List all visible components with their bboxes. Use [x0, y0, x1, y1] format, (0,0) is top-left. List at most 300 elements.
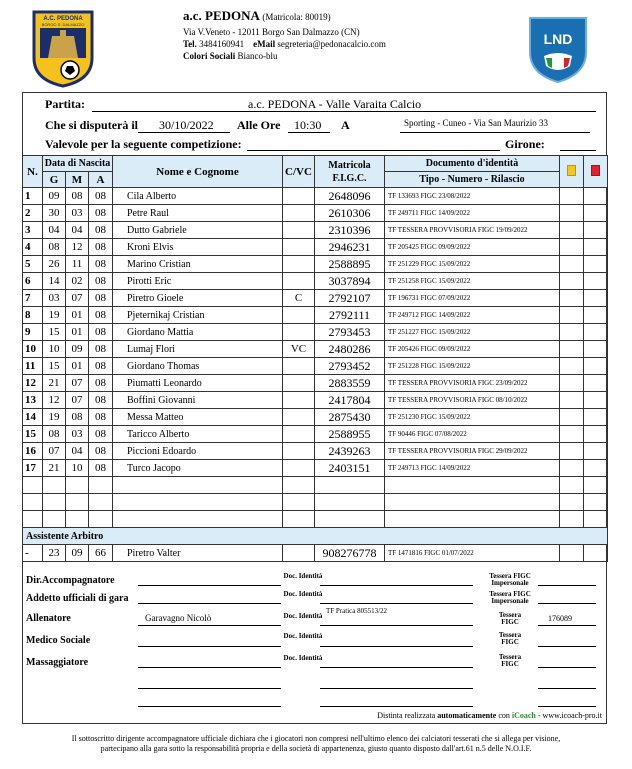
- player-m: 07: [66, 375, 89, 392]
- player-n: 9: [23, 324, 43, 341]
- player-a: 08: [89, 239, 113, 256]
- player-row: [23, 375, 608, 392]
- massaggiatore-label: Massaggiatore: [26, 657, 89, 668]
- allenatore-name-line: [138, 625, 281, 626]
- player-doc: TF 133693 FIGC 23/08/2022: [385, 188, 560, 205]
- player-doc: TF 90446 FIGC 07/08/2022: [385, 426, 560, 443]
- empty-row: [23, 511, 608, 528]
- player-yellow: [560, 324, 584, 341]
- player-cvc: [283, 239, 315, 256]
- place-line: [400, 132, 590, 133]
- player-matricola: 3037894: [315, 273, 385, 290]
- player-n: 10: [23, 341, 43, 358]
- player-name: Turco Jacopo: [113, 460, 283, 477]
- player-g: 14: [43, 273, 66, 290]
- player-g: 19: [43, 409, 66, 426]
- empty-cell: [23, 477, 43, 494]
- player-a: 08: [89, 460, 113, 477]
- allenatore-name: Garavagno Nicolò: [145, 613, 212, 623]
- empty-rows: [23, 477, 608, 528]
- yellow-card-icon: [567, 165, 576, 176]
- player-red: [584, 205, 608, 222]
- date-value: 30/10/2022: [159, 118, 214, 132]
- assistant-cvc: [283, 545, 315, 562]
- massaggiatore-doc-line: [320, 667, 473, 668]
- club-email: segreteria@pedonacalcio.com: [277, 39, 386, 49]
- header-doc-sub: Tipo - Numero - Rilascio: [385, 172, 560, 188]
- svg-text:LND: LND: [543, 31, 573, 47]
- empty-cell: [315, 494, 385, 511]
- player-yellow: [560, 409, 584, 426]
- player-cvc: [283, 443, 315, 460]
- girone-line: [560, 150, 596, 151]
- player-red: [584, 358, 608, 375]
- player-g: 07: [43, 443, 66, 460]
- empty-cell: [66, 477, 89, 494]
- player-yellow: [560, 460, 584, 477]
- player-yellow: [560, 443, 584, 460]
- dir-label: Dir.Accompagnatore: [26, 575, 115, 586]
- dir-name-line: [138, 585, 281, 586]
- credit-prefix: Distinta realizzata: [377, 711, 436, 720]
- allenatore-tess: 176089: [548, 614, 572, 623]
- player-rows: [23, 188, 608, 477]
- partita-value: a.c. PEDONA - Valle Varaita Calcio: [248, 97, 422, 111]
- player-g: 12: [43, 392, 66, 409]
- player-cvc: [283, 188, 315, 205]
- player-cvc: C: [283, 290, 315, 307]
- header-birth: Data di Nascita: [43, 156, 113, 172]
- player-doc: TF 249712 FIGC 14/09/2022: [385, 307, 560, 324]
- player-doc: TF TESSERA PROVVISORIA FIGC 08/10/2022: [385, 392, 560, 409]
- empty-cell: [283, 494, 315, 511]
- empty-cell: [560, 511, 584, 528]
- player-m: 07: [66, 290, 89, 307]
- player-n: 3: [23, 222, 43, 239]
- player-yellow: [560, 392, 584, 409]
- player-doc: TF TESSERA PROVVISORIA FIGC 19/09/2022: [385, 222, 560, 239]
- player-matricola: 2793452: [315, 358, 385, 375]
- player-g: 26: [43, 256, 66, 273]
- player-g: 21: [43, 375, 66, 392]
- time-label: Alle Ore: [237, 118, 281, 132]
- player-g: 04: [43, 222, 66, 239]
- player-a: 08: [89, 409, 113, 426]
- player-name: Pjeternikaj Cristian: [113, 307, 283, 324]
- player-yellow: [560, 188, 584, 205]
- credit-url: - www.icoach-pro.it: [537, 711, 602, 720]
- player-doc: TF 251227 FIGC 15/09/2022: [385, 324, 560, 341]
- player-cvc: [283, 222, 315, 239]
- girone-label: Girone:: [505, 137, 545, 151]
- allenatore-doc-line: [320, 625, 473, 626]
- header-yellow: [560, 156, 584, 188]
- extra-line-1b: [320, 688, 473, 689]
- svg-text:A.C. PEDONA: A.C. PEDONA: [43, 16, 83, 22]
- player-row: [23, 290, 608, 307]
- addetto-tess-label: Tessera FIGC Impersonale: [489, 590, 531, 605]
- player-red: [584, 222, 608, 239]
- header-m: M: [66, 172, 89, 188]
- player-matricola: 2588895: [315, 256, 385, 273]
- player-red: [584, 443, 608, 460]
- player-yellow: [560, 239, 584, 256]
- player-g: 08: [43, 239, 66, 256]
- massaggiatore-doc-label: Doc. Identità: [283, 654, 323, 662]
- player-cvc: [283, 409, 315, 426]
- assistant-a: 66: [89, 545, 113, 562]
- empty-cell: [113, 494, 283, 511]
- player-g: 15: [43, 358, 66, 375]
- player-g: 15: [43, 324, 66, 341]
- addetto-name-line: [138, 603, 281, 604]
- player-row: [23, 205, 608, 222]
- player-yellow: [560, 358, 584, 375]
- player-name: Kroni Elvis: [113, 239, 283, 256]
- player-cvc: [283, 256, 315, 273]
- empty-cell: [66, 511, 89, 528]
- player-doc: TF 251230 FIGC 15/09/2022: [385, 409, 560, 426]
- player-a: 08: [89, 358, 113, 375]
- player-m: 03: [66, 205, 89, 222]
- allenatore-doc-label: Doc. Identità: [283, 612, 323, 620]
- distinta-credit: [300, 711, 602, 720]
- player-m: 11: [66, 256, 89, 273]
- player-cvc: [283, 205, 315, 222]
- player-row: [23, 239, 608, 256]
- player-name: Petre Raul: [113, 205, 283, 222]
- assistant-matricola: 908276778: [315, 545, 385, 562]
- player-name: Piccioni Edoardo: [113, 443, 283, 460]
- player-a: 08: [89, 273, 113, 290]
- player-a: 08: [89, 341, 113, 358]
- player-row: [23, 222, 608, 239]
- empty-cell: [560, 477, 584, 494]
- player-n: 15: [23, 426, 43, 443]
- empty-cell: [89, 477, 113, 494]
- player-name: Boffini Giovanni: [113, 392, 283, 409]
- player-m: 12: [66, 239, 89, 256]
- allenatore-tess-label: Tessera FIGC: [498, 611, 522, 626]
- header-matricola: Matricola F.I.G.C.: [315, 156, 385, 188]
- extra-line-1a: [138, 688, 281, 689]
- medico-tess-line: [538, 646, 596, 647]
- empty-cell: [584, 477, 608, 494]
- addetto-doc-label: Doc. Identità: [283, 590, 323, 598]
- player-matricola: 2439263: [315, 443, 385, 460]
- player-a: 08: [89, 307, 113, 324]
- player-cvc: [283, 426, 315, 443]
- medico-doc-line: [320, 646, 473, 647]
- player-cvc: [283, 307, 315, 324]
- player-name: Giordano Thomas: [113, 358, 283, 375]
- player-g: 30: [43, 205, 66, 222]
- player-matricola: 2480286: [315, 341, 385, 358]
- addetto-doc-line: [320, 603, 473, 604]
- player-a: 08: [89, 426, 113, 443]
- player-name: Marino Cristian: [113, 256, 283, 273]
- competition-label: Valevole per la seguente competizione:: [45, 137, 242, 151]
- player-yellow: [560, 375, 584, 392]
- player-a: 08: [89, 324, 113, 341]
- player-doc: TF TESSERA PROVVISORIA FIGC 23/09/2022: [385, 375, 560, 392]
- assistant-yellow: [560, 545, 584, 562]
- player-n: 7: [23, 290, 43, 307]
- club-name: a.c. PEDONA: [183, 8, 260, 23]
- header-a: A: [89, 172, 113, 188]
- player-doc: TF 249713 FIGC 14/09/2022: [385, 460, 560, 477]
- empty-cell: [43, 511, 66, 528]
- player-yellow: [560, 205, 584, 222]
- empty-cell: [89, 511, 113, 528]
- player-name: Giordano Mattia: [113, 324, 283, 341]
- empty-cell: [584, 494, 608, 511]
- club-info: [183, 10, 386, 62]
- empty-row: [23, 477, 608, 494]
- player-doc: TF 249711 FIGC 14/09/2022: [385, 205, 560, 222]
- player-n: 14: [23, 409, 43, 426]
- player-red: [584, 307, 608, 324]
- credit-brand: iCoach: [511, 711, 536, 720]
- email-label: eMail: [253, 39, 276, 49]
- player-m: 09: [66, 341, 89, 358]
- player-doc: TF 251229 FIGC 15/09/2022: [385, 256, 560, 273]
- player-row: [23, 188, 608, 205]
- empty-cell: [315, 477, 385, 494]
- allenatore-label: Allenatore: [26, 613, 71, 624]
- header-name: Nome e Cognome: [113, 156, 283, 188]
- header-g: G: [43, 172, 66, 188]
- player-row: [23, 409, 608, 426]
- addetto-label: Addetto ufficiali di gara: [26, 593, 129, 604]
- massaggiatore-tess-line: [538, 667, 596, 668]
- lnd-logo: [526, 14, 590, 84]
- header-cvc: C/VC: [283, 156, 315, 188]
- player-n: 6: [23, 273, 43, 290]
- assistant-name: Piretro Valter: [113, 545, 283, 562]
- player-g: 03: [43, 290, 66, 307]
- player-row: [23, 358, 608, 375]
- player-yellow: [560, 273, 584, 290]
- player-m: 01: [66, 324, 89, 341]
- player-red: [584, 341, 608, 358]
- player-m: 08: [66, 188, 89, 205]
- player-n: 11: [23, 358, 43, 375]
- time-value: 10:30: [294, 118, 322, 132]
- player-g: 09: [43, 188, 66, 205]
- partita-label: Partita:: [45, 97, 85, 111]
- medico-label: Medico Sociale: [26, 635, 91, 646]
- empty-cell: [89, 494, 113, 511]
- assistant-m: 09: [66, 545, 89, 562]
- player-red: [584, 290, 608, 307]
- assistant-n: -: [23, 545, 43, 562]
- svg-text:BORGO S. DALMAZZO: BORGO S. DALMAZZO: [41, 22, 85, 27]
- dir-doc-line: [320, 585, 473, 586]
- assistant-red: [584, 545, 608, 562]
- player-matricola: 2417804: [315, 392, 385, 409]
- player-red: [584, 426, 608, 443]
- player-m: 07: [66, 392, 89, 409]
- player-m: 10: [66, 460, 89, 477]
- player-a: 08: [89, 375, 113, 392]
- player-red: [584, 324, 608, 341]
- footer-line-2: partecipano alla gara sotto la responsabilità propria e della società di appartenenza, giusto quanto disposto dall'art.61 n.5 delle N.O.I.F.: [100, 744, 532, 753]
- player-row: [23, 307, 608, 324]
- player-n: 1: [23, 188, 43, 205]
- player-yellow: [560, 341, 584, 358]
- player-a: 08: [89, 256, 113, 273]
- empty-cell: [113, 477, 283, 494]
- footer-line-1: Il sottoscritto dirigente accompagnatore ufficiale dichiara che i giocatori non compresi nell'ultimo elenco dei calciatori tesserati che si allega per visione,: [71, 734, 561, 743]
- assistant-doc: TF 1471816 FIGC 01/07/2022: [385, 545, 560, 562]
- player-row: [23, 460, 608, 477]
- page-header: [0, 0, 632, 92]
- player-m: 04: [66, 222, 89, 239]
- player-name: Piretro Gioele: [113, 290, 283, 307]
- player-a: 08: [89, 205, 113, 222]
- player-cvc: [283, 375, 315, 392]
- player-red: [584, 273, 608, 290]
- empty-cell: [23, 511, 43, 528]
- player-cvc: [283, 358, 315, 375]
- header-n: N.: [23, 156, 43, 188]
- allenatore-tess-line: [538, 625, 596, 626]
- empty-cell: [584, 511, 608, 528]
- player-red: [584, 256, 608, 273]
- dir-tess-line: [538, 585, 596, 586]
- player-matricola: 2793453: [315, 324, 385, 341]
- assistant-header: Assistente Arbitro: [23, 528, 608, 545]
- extra-line-2c: [538, 706, 596, 707]
- player-row: [23, 324, 608, 341]
- player-row: [23, 426, 608, 443]
- player-cvc: VC: [283, 341, 315, 358]
- player-n: 4: [23, 239, 43, 256]
- player-m: 03: [66, 426, 89, 443]
- competition-line: [247, 150, 500, 151]
- player-yellow: [560, 290, 584, 307]
- header-red: [584, 156, 608, 188]
- player-doc: TF TESSERA PROVVISORIA FIGC 29/09/2022: [385, 443, 560, 460]
- club-matricola: (Matricola: 80019): [262, 12, 331, 22]
- player-m: 02: [66, 273, 89, 290]
- addetto-tess-line: [538, 603, 596, 604]
- players-table: [22, 155, 608, 562]
- empty-cell: [23, 494, 43, 511]
- player-n: 17: [23, 460, 43, 477]
- player-doc: TF 196731 FIGC 07/09/2022: [385, 290, 560, 307]
- player-row: [23, 392, 608, 409]
- date-label: Che si disputerà il: [45, 118, 139, 132]
- empty-cell: [385, 511, 560, 528]
- player-matricola: 2610306: [315, 205, 385, 222]
- player-n: 2: [23, 205, 43, 222]
- empty-row: [23, 494, 608, 511]
- player-red: [584, 188, 608, 205]
- player-a: 08: [89, 392, 113, 409]
- player-matricola: 2883559: [315, 375, 385, 392]
- colors-label: Colori Sociali: [183, 51, 236, 61]
- player-m: 04: [66, 443, 89, 460]
- extra-line-1c: [538, 688, 596, 689]
- player-name: Pirotti Eric: [113, 273, 283, 290]
- player-n: 13: [23, 392, 43, 409]
- player-matricola: 2588955: [315, 426, 385, 443]
- extra-line-2b: [320, 706, 473, 707]
- player-a: 08: [89, 188, 113, 205]
- club-logo: [30, 8, 96, 88]
- dir-doc-label: Doc. Identità: [283, 572, 323, 580]
- empty-cell: [385, 494, 560, 511]
- allenatore-doc: TF Pratica 805513/22: [326, 607, 388, 615]
- credit-con: con: [498, 711, 510, 720]
- empty-cell: [43, 477, 66, 494]
- player-yellow: [560, 307, 584, 324]
- player-yellow: [560, 426, 584, 443]
- player-n: 8: [23, 307, 43, 324]
- player-m: 01: [66, 307, 89, 324]
- red-card-icon: [591, 165, 600, 176]
- player-red: [584, 409, 608, 426]
- empty-cell: [43, 494, 66, 511]
- player-name: Dutto Gabriele: [113, 222, 283, 239]
- club-address: Via V.Veneto - 12011 Borgo San Dalmazzo (CN): [183, 27, 360, 37]
- club-tel: 3484160941: [199, 39, 245, 49]
- player-cvc: [283, 392, 315, 409]
- player-g: 10: [43, 341, 66, 358]
- assistant-g: 23: [43, 545, 66, 562]
- player-name: Cila Alberto: [113, 188, 283, 205]
- player-doc: TF 251258 FIGC 15/09/2022: [385, 273, 560, 290]
- player-matricola: 2792107: [315, 290, 385, 307]
- player-cvc: [283, 460, 315, 477]
- dir-tess-label: Tessera FIGC Impersonale: [489, 572, 531, 587]
- player-a: 08: [89, 290, 113, 307]
- empty-cell: [113, 511, 283, 528]
- player-name: Messa Matteo: [113, 409, 283, 426]
- place-value: Sporting - Cuneo - Via San Maurizio 33: [404, 118, 549, 128]
- player-n: 12: [23, 375, 43, 392]
- club-colors: Bianco-blu: [237, 51, 278, 61]
- empty-cell: [283, 511, 315, 528]
- player-a: 08: [89, 222, 113, 239]
- player-matricola: 2792111: [315, 307, 385, 324]
- player-cvc: [283, 324, 315, 341]
- player-doc: TF 251228 FIGC 15/09/2022: [385, 358, 560, 375]
- player-cvc: [283, 273, 315, 290]
- player-matricola: 2875430: [315, 409, 385, 426]
- assistant-row: [23, 545, 608, 562]
- player-red: [584, 460, 608, 477]
- header-doc: Documento d'identità: [385, 156, 560, 172]
- credit-auto: automaticamente: [437, 711, 497, 720]
- player-n: 5: [23, 256, 43, 273]
- player-matricola: 2946231: [315, 239, 385, 256]
- empty-cell: [560, 494, 584, 511]
- player-doc: TF 205425 FIGC 09/09/2022: [385, 239, 560, 256]
- player-red: [584, 392, 608, 409]
- player-row: [23, 341, 608, 358]
- player-yellow: [560, 256, 584, 273]
- player-name: Taricco Alberto: [113, 426, 283, 443]
- player-name: Piumatti Leonardo: [113, 375, 283, 392]
- massaggiatore-name-line: [138, 667, 281, 668]
- player-row: [23, 443, 608, 460]
- player-name: Lumaj Flori: [113, 341, 283, 358]
- player-row: [23, 256, 608, 273]
- player-g: 21: [43, 460, 66, 477]
